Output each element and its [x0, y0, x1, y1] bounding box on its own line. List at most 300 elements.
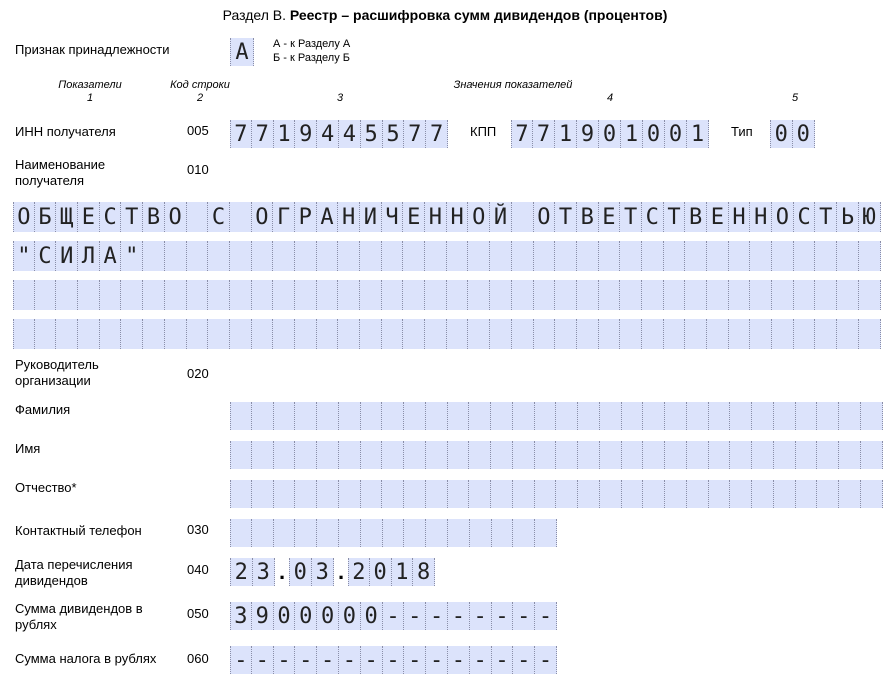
char-cell: С — [642, 202, 664, 232]
char-cell — [187, 319, 209, 349]
char-cell — [295, 480, 317, 508]
char-cell — [317, 480, 339, 508]
name-line-1[interactable] — [13, 202, 881, 232]
char-cell — [252, 319, 274, 349]
char-cell — [620, 241, 642, 271]
char-cell — [35, 280, 57, 310]
phone-field[interactable] — [230, 519, 557, 547]
char-cell — [490, 319, 512, 349]
char-cell — [295, 280, 317, 310]
char-cell — [230, 241, 252, 271]
char-cell: 0 — [793, 120, 816, 148]
char-cell: - — [295, 646, 317, 674]
type-label: Тип — [731, 124, 753, 139]
char-cell — [230, 319, 252, 349]
char-cell: 0 — [317, 602, 339, 630]
char-cell — [535, 402, 557, 430]
char-cell: 0 — [274, 602, 296, 630]
char-cell: 7 — [511, 120, 533, 148]
char-cell — [295, 402, 317, 430]
affiliation-note-a: А - к Разделу А — [273, 38, 351, 50]
char-cell — [121, 280, 143, 310]
tax-code: 060 — [187, 651, 209, 666]
phone-code: 030 — [187, 522, 209, 537]
char-cell — [687, 480, 709, 508]
char-cell — [274, 480, 296, 508]
char-cell — [578, 480, 600, 508]
char-cell — [273, 241, 295, 271]
char-cell — [491, 402, 513, 430]
char-cell — [578, 402, 600, 430]
char-cell: Ч — [382, 202, 404, 232]
char-cell: Ь — [837, 202, 859, 232]
char-cell — [512, 241, 534, 271]
char-cell: Н — [338, 202, 360, 232]
char-cell — [317, 280, 339, 310]
col-2-number: 2 — [196, 92, 204, 104]
char-cell — [512, 280, 534, 310]
char-cell: - — [404, 646, 426, 674]
char-cell — [622, 480, 644, 508]
char-cell — [78, 280, 100, 310]
char-cell — [361, 480, 383, 508]
char-cell — [664, 319, 686, 349]
char-cell: 0 — [643, 120, 665, 148]
char-cell — [730, 441, 752, 469]
char-cell — [317, 241, 339, 271]
char-cell — [861, 402, 883, 430]
date-label: Дата перечисления дивидендов — [15, 557, 133, 588]
col-4-number: 4 — [606, 92, 614, 104]
char-cell — [448, 480, 470, 508]
char-cell — [578, 441, 600, 469]
patronymic-field[interactable] — [230, 480, 883, 508]
firstname-field[interactable] — [230, 441, 883, 469]
char-cell — [165, 319, 187, 349]
char-cell: Т — [121, 202, 143, 232]
char-cell: 5 — [361, 120, 383, 148]
col-indicators-label: Показатели — [58, 79, 122, 91]
char-cell — [361, 519, 383, 547]
char-cell: - — [426, 602, 448, 630]
char-cell — [165, 280, 187, 310]
char-cell — [469, 441, 491, 469]
char-cell — [491, 480, 513, 508]
char-cell: О — [534, 202, 556, 232]
char-cell: - — [339, 646, 361, 674]
char-cell — [404, 402, 426, 430]
char-cell — [556, 441, 578, 469]
char-cell — [752, 402, 774, 430]
char-cell: 9 — [577, 120, 599, 148]
char-cell: Ю — [859, 202, 881, 232]
char-cell — [772, 319, 794, 349]
char-cell — [709, 402, 731, 430]
char-cell: 1 — [274, 120, 296, 148]
col-5-number: 5 — [791, 92, 799, 104]
char-cell: Е — [78, 202, 100, 232]
char-cell — [208, 319, 230, 349]
char-cell: О — [468, 202, 490, 232]
char-cell — [13, 280, 35, 310]
char-cell — [448, 519, 470, 547]
char-cell: 1 — [555, 120, 577, 148]
affiliation-label: Признак принадлежности — [15, 42, 170, 57]
char-cell: 3 — [253, 558, 276, 586]
date-field[interactable] — [230, 558, 435, 586]
char-cell: - — [448, 602, 470, 630]
char-cell: 4 — [317, 120, 339, 148]
char-cell — [339, 441, 361, 469]
char-cell — [230, 402, 252, 430]
char-cell — [774, 441, 796, 469]
char-cell — [600, 480, 622, 508]
char-cell: С — [208, 202, 230, 232]
char-cell: - — [448, 646, 470, 674]
char-cell: О — [13, 202, 35, 232]
char-cell: В — [143, 202, 165, 232]
char-cell: - — [317, 646, 339, 674]
char-cell — [230, 280, 252, 310]
char-cell: И — [360, 202, 382, 232]
char-cell — [642, 241, 664, 271]
char-cell — [404, 441, 426, 469]
char-cell — [187, 241, 209, 271]
char-cell: О — [252, 202, 274, 232]
char-cell: С — [35, 241, 57, 271]
char-cell: 4 — [339, 120, 361, 148]
char-cell — [382, 280, 404, 310]
char-cell — [230, 480, 252, 508]
date-day-field[interactable] — [230, 558, 275, 586]
char-cell — [361, 441, 383, 469]
char-cell — [448, 402, 470, 430]
char-cell — [338, 319, 360, 349]
date-code: 040 — [187, 562, 209, 577]
char-cell — [208, 241, 230, 271]
char-cell — [729, 319, 751, 349]
char-cell — [555, 241, 577, 271]
char-cell: Н — [729, 202, 751, 232]
char-cell — [620, 319, 642, 349]
char-cell: - — [361, 646, 383, 674]
char-cell: Н — [447, 202, 469, 232]
char-cell: " — [13, 241, 35, 271]
char-cell: - — [404, 602, 426, 630]
char-cell — [404, 519, 426, 547]
char-cell: И — [56, 241, 78, 271]
char-cell — [252, 280, 274, 310]
surname-field[interactable] — [230, 402, 883, 430]
char-cell — [815, 319, 837, 349]
char-cell — [707, 280, 729, 310]
section-title — [0, 7, 890, 23]
char-cell — [555, 319, 577, 349]
char-cell — [815, 241, 837, 271]
char-cell: " — [121, 241, 143, 271]
char-cell: 1 — [392, 558, 414, 586]
char-cell: 1 — [687, 120, 709, 148]
head-code: 020 — [187, 366, 209, 381]
char-cell — [685, 319, 707, 349]
char-cell — [317, 402, 339, 430]
char-cell — [295, 241, 317, 271]
char-cell: 8 — [413, 558, 435, 586]
char-cell — [687, 441, 709, 469]
inn-field[interactable] — [230, 120, 448, 148]
char-cell — [664, 241, 686, 271]
char-cell — [707, 241, 729, 271]
kpp-field[interactable] — [511, 120, 709, 148]
char-cell: 0 — [370, 558, 392, 586]
char-cell — [513, 402, 535, 430]
section-prefix: Раздел В. — [222, 7, 286, 23]
char-cell — [750, 319, 772, 349]
char-cell — [577, 319, 599, 349]
char-cell: Е — [599, 202, 621, 232]
head-label: Руководитель организации — [15, 357, 99, 388]
char-cell — [620, 280, 642, 310]
char-cell: А — [100, 241, 122, 271]
char-cell — [859, 319, 881, 349]
char-cell — [252, 441, 274, 469]
char-cell — [796, 480, 818, 508]
char-cell — [447, 319, 469, 349]
recipient-name-label: Наименование получателя — [15, 157, 106, 188]
char-cell — [360, 280, 382, 310]
char-cell: С — [794, 202, 816, 232]
char-cell — [426, 402, 448, 430]
dividends-code: 050 — [187, 606, 209, 621]
char-cell — [273, 280, 295, 310]
char-cell — [837, 241, 859, 271]
char-cell — [56, 319, 78, 349]
date-month-field[interactable] — [289, 558, 334, 586]
date-separator-2: . — [334, 558, 348, 586]
char-cell — [426, 519, 448, 547]
char-cell — [317, 519, 339, 547]
char-cell — [382, 441, 404, 469]
col-3-number: 3 — [336, 92, 344, 104]
char-cell — [274, 441, 296, 469]
char-cell — [469, 402, 491, 430]
char-cell: 3 — [230, 602, 252, 630]
char-cell: 0 — [361, 602, 383, 630]
char-cell: Т — [815, 202, 837, 232]
char-cell: Б — [35, 202, 57, 232]
char-cell: - — [252, 646, 274, 674]
char-cell: - — [383, 646, 405, 674]
char-cell: 3 — [312, 558, 335, 586]
char-cell: 0 — [289, 558, 312, 586]
char-cell — [556, 480, 578, 508]
char-cell: Т — [620, 202, 642, 232]
char-cell — [535, 441, 557, 469]
surname-label: Фамилия — [15, 402, 71, 417]
char-cell: - — [470, 602, 492, 630]
char-cell: 7 — [252, 120, 274, 148]
char-cell — [78, 319, 100, 349]
char-cell — [837, 280, 859, 310]
affiliation-note-b: Б - к Разделу Б — [273, 52, 350, 64]
char-cell: - — [274, 646, 296, 674]
char-cell — [382, 319, 404, 349]
col-code-header — [150, 79, 250, 105]
char-cell — [143, 241, 165, 271]
phone-label: Контактный телефон — [15, 523, 142, 538]
char-cell — [382, 402, 404, 430]
char-cell — [600, 402, 622, 430]
char-cell — [599, 241, 621, 271]
char-cell — [317, 319, 339, 349]
char-cell — [859, 280, 881, 310]
char-cell — [121, 319, 143, 349]
char-cell: О — [165, 202, 187, 232]
affiliation-field[interactable] — [230, 38, 254, 66]
char-cell: 0 — [665, 120, 687, 148]
char-cell — [339, 519, 361, 547]
char-cell: Й — [490, 202, 512, 232]
tax-field[interactable] — [230, 646, 557, 674]
char-cell: Е — [403, 202, 425, 232]
name-line-3[interactable] — [13, 280, 881, 310]
char-cell: О — [772, 202, 794, 232]
char-cell — [643, 402, 665, 430]
char-cell — [839, 480, 861, 508]
char-cell: - — [513, 602, 535, 630]
char-cell — [468, 241, 490, 271]
char-cell — [208, 280, 230, 310]
char-cell — [817, 402, 839, 430]
char-cell — [382, 480, 404, 508]
char-cell — [577, 280, 599, 310]
type-field[interactable] — [770, 120, 815, 148]
char-cell — [100, 319, 122, 349]
char-cell: 7 — [230, 120, 252, 148]
char-cell: Л — [78, 241, 100, 271]
name-line-2[interactable] — [13, 241, 881, 271]
char-cell: С — [100, 202, 122, 232]
char-cell — [274, 402, 296, 430]
char-cell — [817, 441, 839, 469]
char-cell — [295, 519, 317, 547]
char-cell — [317, 441, 339, 469]
char-cell — [490, 280, 512, 310]
char-cell — [491, 441, 513, 469]
recipient-name-code: 010 — [187, 162, 209, 177]
char-cell — [274, 519, 296, 547]
char-cell — [709, 441, 731, 469]
char-cell — [707, 319, 729, 349]
char-cell — [295, 319, 317, 349]
char-cell: - — [470, 646, 492, 674]
char-cell: - — [492, 646, 514, 674]
char-cell — [774, 402, 796, 430]
col-indicators-header — [40, 79, 140, 105]
char-cell: Р — [295, 202, 317, 232]
char-cell — [796, 441, 818, 469]
char-cell: 0 — [770, 120, 793, 148]
char-cell — [338, 241, 360, 271]
char-cell — [230, 202, 252, 232]
char-cell — [230, 519, 252, 547]
char-cell — [817, 480, 839, 508]
char-cell — [338, 280, 360, 310]
char-cell — [447, 241, 469, 271]
char-cell: Т — [555, 202, 577, 232]
char-cell — [252, 519, 274, 547]
char-cell — [360, 319, 382, 349]
char-cell: - — [513, 646, 535, 674]
date-separator-1: . — [275, 558, 289, 586]
affiliation-cell: А — [230, 38, 254, 66]
char-cell — [468, 280, 490, 310]
char-cell: 9 — [295, 120, 317, 148]
date-year-field[interactable] — [348, 558, 435, 586]
col-1-number: 1 — [86, 92, 94, 104]
char-cell: 7 — [426, 120, 448, 148]
char-cell — [425, 319, 447, 349]
char-cell — [839, 441, 861, 469]
char-cell — [642, 280, 664, 310]
col-code-label: Код строки — [170, 79, 230, 91]
char-cell — [143, 319, 165, 349]
char-cell: 0 — [295, 602, 317, 630]
char-cell: Щ — [56, 202, 78, 232]
char-cell: 0 — [339, 602, 361, 630]
char-cell: 5 — [383, 120, 405, 148]
char-cell — [513, 519, 535, 547]
char-cell — [513, 441, 535, 469]
char-cell — [535, 480, 557, 508]
kpp-label: КПП — [470, 124, 497, 139]
char-cell — [426, 441, 448, 469]
char-cell — [839, 402, 861, 430]
char-cell — [665, 402, 687, 430]
char-cell — [752, 441, 774, 469]
char-cell — [535, 519, 557, 547]
name-line-4[interactable] — [13, 319, 881, 349]
firstname-label: Имя — [15, 441, 41, 456]
char-cell — [468, 319, 490, 349]
char-cell — [685, 241, 707, 271]
char-cell — [273, 319, 295, 349]
char-cell — [556, 402, 578, 430]
char-cell — [643, 441, 665, 469]
char-cell — [794, 280, 816, 310]
char-cell — [512, 319, 534, 349]
char-cell — [859, 241, 881, 271]
dividends-field[interactable] — [230, 602, 557, 630]
char-cell — [165, 241, 187, 271]
char-cell: 7 — [533, 120, 555, 148]
char-cell — [643, 480, 665, 508]
char-cell — [252, 480, 274, 508]
section-heading: Реестр – расшифровка сумм дивидендов (процентов) — [289, 7, 668, 23]
char-cell — [730, 402, 752, 430]
char-cell — [534, 280, 556, 310]
char-cell — [861, 480, 883, 508]
char-cell — [815, 280, 837, 310]
char-cell — [100, 280, 122, 310]
char-cell — [796, 402, 818, 430]
char-cell — [729, 241, 751, 271]
char-cell — [230, 441, 252, 469]
char-cell: - — [426, 646, 448, 674]
char-cell — [447, 280, 469, 310]
char-cell — [752, 480, 774, 508]
char-cell: В — [685, 202, 707, 232]
